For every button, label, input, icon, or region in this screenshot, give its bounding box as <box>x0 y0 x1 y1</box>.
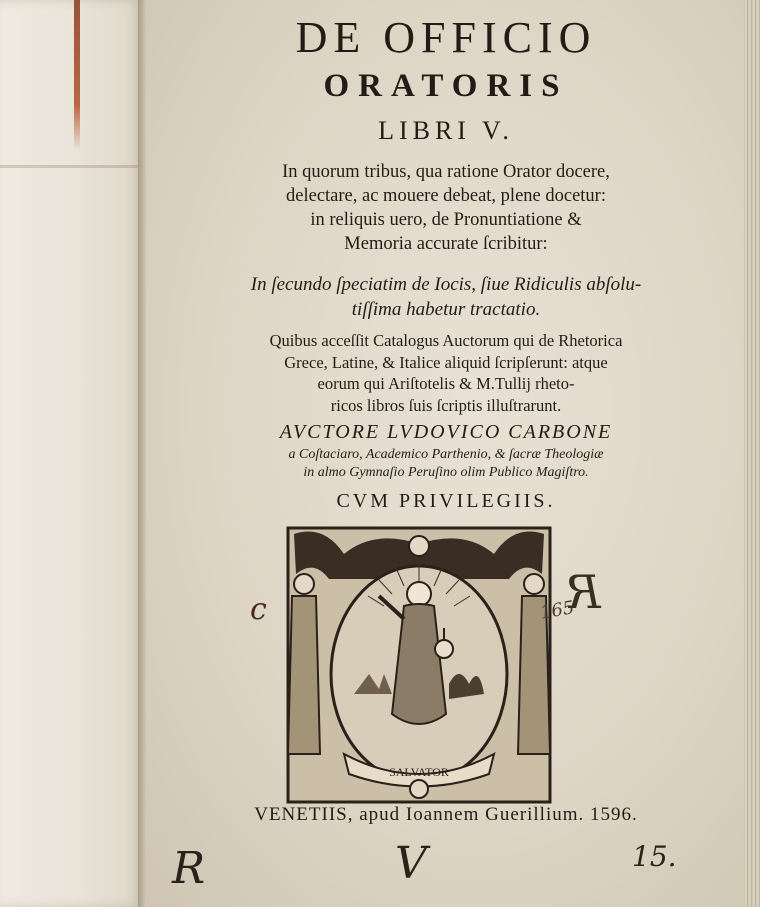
cherub-head-top <box>409 536 429 556</box>
margin-handwritten-number: 165 <box>538 597 576 624</box>
christ-head <box>407 582 431 606</box>
book-title: DE OFFICIO <box>295 13 597 62</box>
left-figure <box>288 574 320 754</box>
handwritten-v: V <box>395 838 427 889</box>
margin-handwritten-letter: R <box>566 565 601 619</box>
italic-paragraph <box>146 272 746 322</box>
affiliation <box>146 446 746 482</box>
volume-count: LIBRI V. <box>378 116 514 145</box>
facing-blank-page <box>0 0 142 907</box>
cherub-head-bottom <box>410 780 428 798</box>
italic-line: tiſſima habetur tractatio. <box>351 299 541 320</box>
privilege-line: CVM PRIVILEGIIS. <box>336 490 556 512</box>
catalog-line: Quibus acceſſit Catalogus Auctorum qui de Rhetorica <box>269 331 623 350</box>
affiliation-line: in almo Gymnaſio Peruſino olim Publico Magiſtro. <box>303 465 589 480</box>
description-line: Memoria accurate ſcribitur: <box>344 234 548 254</box>
banner-text: SALVATOR <box>389 765 449 779</box>
globe-orb <box>435 640 453 658</box>
catalog-line: eorum qui Ariſtotelis & M.Tullij rheto- <box>317 374 575 393</box>
book-subtitle: ORATORIS <box>323 68 569 104</box>
author-line: AVCTORE LVDOVICO CARBONE <box>279 421 613 443</box>
description-line: In quorum tribus, qua ratione Orator docere, <box>282 162 610 182</box>
imprint-line: VENETIIS, apud Ioannem Guerillium. 1596. <box>254 804 638 825</box>
catalog-line: ricos libros ſuis ſcriptis illuſtrarunt. <box>330 395 562 415</box>
margin-handwritten-mark: c <box>250 592 267 627</box>
description-paragraph <box>146 160 746 256</box>
affiliation-line: a Coſtaciaro, Academico Parthenio, & ſacræ Theologiæ <box>288 447 604 462</box>
handwritten-number: 15. <box>632 840 677 873</box>
description-line: in reliquis uero, de Pronuntiatione & <box>310 210 582 230</box>
catalog-line: Grece, Latine, & Italice aliquid ſcripſerunt: atque <box>284 352 608 372</box>
red-edge-stain <box>74 0 80 150</box>
catalog-paragraph <box>146 330 746 416</box>
handwritten-r: R <box>172 843 206 894</box>
printer-device-woodcut <box>284 524 554 806</box>
italic-line: In ſecundo ſpeciatim de Iocis, ſiue Ridiculis abſolu- <box>250 274 642 295</box>
description-line: delectare, ac mouere debeat, plene docetur: <box>286 186 606 206</box>
paper-fold-line <box>0 165 142 168</box>
page-edges <box>744 0 760 907</box>
